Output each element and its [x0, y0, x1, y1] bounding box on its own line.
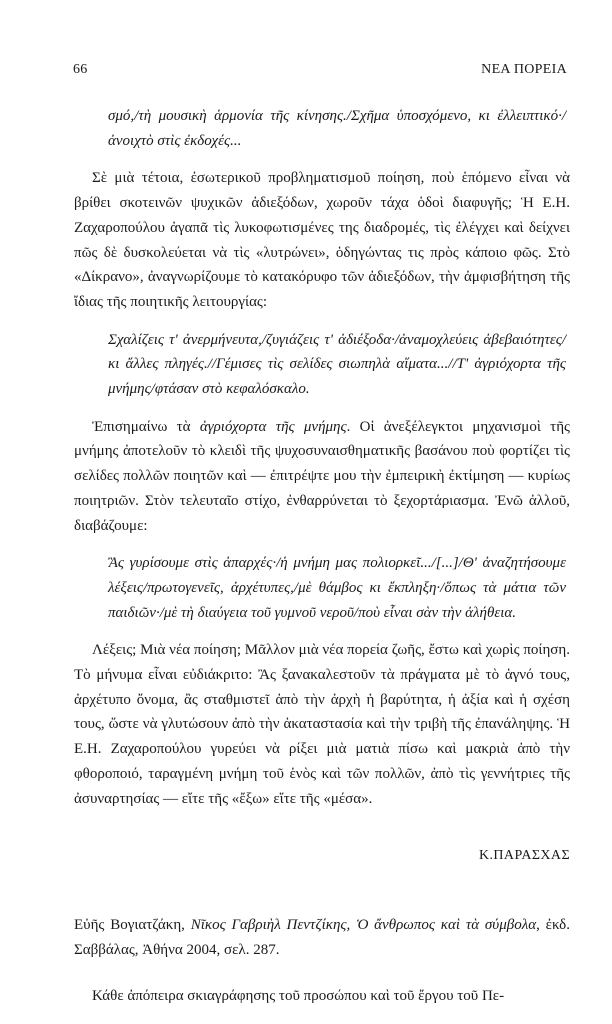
paragraph-2 [74, 415, 570, 539]
paragraph-2-emphasis: ἀγριόχορτα τῆς μνήμης [199, 418, 347, 435]
page-number: 66 [73, 62, 88, 77]
paragraph-3: Λέξεις; Μιὰ νέα ποίηση; Μᾶλλον μιὰ νέα πορεία ζωῆς, ἔστω καὶ χωρὶς ποίηση. Τὸ μήνυμα εἶναι εὐδιάκριτο: Ἂς ξανακαλεστοῦν τὰ πράγματα μὲ τὸ ἁγνό τους, ἀρχέτυπο ὄνομα, ἂς σταθμιστεῖ ἀπὸ τὴν ἀρχὴ ἡ βαρύτητα, ἡ ἀξία καὶ ἡ σχέση τους, ὥστε νὰ γλυτώσουν ἀπὸ τὴν ἀκαταστασία καὶ τὴν τριβὴ τῆς ἐπανάληψης. Ἡ Ε.Η. Ζαχαροπούλου γυρεύει νὰ ρίξει μιὰ ματιὰ πίσω καὶ μακριὰ ἀπὸ τὴν φθοροποιό, ταραγμένη μνήμη τοῦ ἑνὸς καὶ τῶν πολλῶν, ἀπὸ τὶς γεννήτριες τῆς ἀσυναρτησίας — εἴτε τῆς «ἔξω» εἴτε τῆς «μέσα». [74, 642, 570, 807]
review-publisher: , ἐκδ. Σαββάλας, Ἀθήνα 2004, σελ. 287. [74, 916, 570, 958]
poem-quote-3: Ἂς γυρίσουμε στὶς ἀπαρχές·/ἡ μνήμη μας πολιορκεῖ.../[...]/Θ' ἀναζητήσουμε λέξεις/πρωτογενεῖς, ἀρχέτυπες,/μὲ θάμβος κι ἔκπληξη·/ὅπως τὰ μάτια τῶν παιδιῶν·/μὲ τὴ διαύγεια τοῦ γυμνοῦ νεροῦ/ποὺ εἶναι σὰν τὴν ἀλήθεια. [108, 555, 566, 621]
review-paragraph: Κάθε ἀπόπειρα σκιαγράφησης τοῦ προσώπου καὶ τοῦ ἔργου τοῦ Πε- [92, 988, 505, 1005]
journal-title: ΝΕΑ ΠΟΡΕΙΑ [481, 62, 567, 77]
review-book-title: Νῖκος Γαβριὴλ Πεντζίκης, Ὁ ἄνθρωπος καὶ τὰ σύμβολα [190, 916, 537, 933]
paragraph-1: Σὲ μιὰ τέτοια, ἐσωτερικοῦ προβληματισμοῦ ποίηση, ποὺ ἑπόμενο εἶναι νὰ βρίθει σκοτεινῶν ψυχικῶν ἀδιεξόδων, χωροῦν τάχα ὁδοὶ διαφυγῆς; Ἡ Ε.Η. Ζαχαροπούλου ἀγαπᾶ τὶς λυκοφωτισμένες της διαδρομές, τὶς ἐλέγχει καὶ δείχνει πῶς δὲ δυσκολεύεται νὰ τὶς «λυτρώνει», ὁδηγώντας τις πρὸς κάποιο φῶς. Στὸ «Δίκρανο», ἀναγνωρίζουμε τὸ κατακόρυφο τῶν ἀδιεξόδων, τὴν ἀμφισβήτηση τῆς ἴδιας τῆς ποιητικῆς λειτουργίας: [74, 170, 570, 310]
review-heading [74, 913, 570, 962]
paragraph-2-start: Ἐπισημαίνω τὰ [92, 418, 200, 435]
paragraph-2-rest: . Οἱ ἀνεξέλεγκτοι μηχανισμοὶ τῆς μνήμης ἀποτελοῦν τὸ κλειδὶ τῆς ψυχοσυναισθηματικῆς βασάνου ποὺ φορτίζει τὶς σελίδες πολλῶν ποιητῶν καὶ — ἐπιτρέψτε μου τὴν ἐμπειρικὴ ἐκτίμηση — κυρίως ποιητριῶν. Στὸν τελευταῖο στίχο, ἐνθαρρύνεται τὸ ξεχορτάριασμα. Ἐνῶ ἀλλοῦ, διαβάζουμε: [74, 418, 570, 534]
poem-quote-2: Σχαλίζεις τ' ἀνερμήνευτα,/ζυγιάζεις τ' ἀδιέξοδα·/ἀναμοχλεύεις ἀβεβαιότητες/κι ἄλλες πληγές.//Γέμισες τὶς σελίδες σιωπηλὰ αἵματα...//Τ' ἀγριόχορτα τῆς μνήμης/φτάσαν στὸ κεφαλόσκαλο. [108, 331, 566, 398]
article-body [74, 104, 570, 1009]
poem-quote-1: σμό,/τὴ μουσικὴ ἁρμονία τῆς κίνησης./Σχῆμα ὑποσχόμενο, κι ἐλλειπτικό·/ἀνοιχτὸ στὶς ἐκδοχές... [108, 108, 566, 149]
review-author: Εὐῆς Βογιατζάκη, [74, 916, 191, 933]
running-header [73, 62, 567, 78]
author-signature: Κ.ΠΑΡΑΣΧΑΣ [479, 848, 570, 864]
